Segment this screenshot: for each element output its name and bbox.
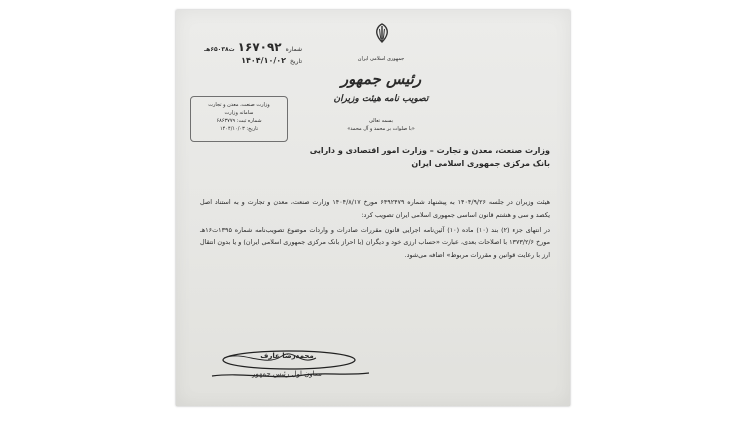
stamp-reg-number: شماره ثبت: ۶۸۶۳۷۷۹ bbox=[216, 118, 262, 124]
header-country: جمهوری اسلامی ایران bbox=[357, 56, 405, 62]
body-paragraph-2: در انتهای جزء (۲) بند (۱۰) ماده (۱۰) آئین‌نامه اجرایی قانون مقررات صادرات و واردات موضوع تصویب‌نامه شماره ۱۳۹۵ت۱۶هـ مورخ ۱۳۷۳/۲/۶ با اصلاحات بعدی، عبارت «حساب ارزی خود و دیگران (با احراز بانک مرکزی جمهوری اسلامی ایران) و یا بدون انتقال ارز با رعایت قوانین و مقررات مربوط» اضافه می‌شود. bbox=[200, 225, 551, 260]
body-paragraph-1: هیئت وزیران در جلسه ۱۴۰۴/۹/۲۶ به پیشنهاد شماره ۶۴۹۲۴۷۹ مورخ ۱۴۰۴/۸/۱۷ وزارت صنعت، معدن و تجارت و به استناد اصل یکصد و سی و هشتم قانون اساسی جمهوری اسلامی ایران تصویب کرد: bbox=[200, 198, 551, 219]
header-office: رئیس جمهور bbox=[340, 70, 422, 88]
salawat: «با صلوات بر محمد و آل محمد» bbox=[347, 126, 415, 132]
letter-number: ۱۶۷۰۹۲ bbox=[237, 40, 282, 54]
letter-date: ۱۴۰۴/۱۰/۰۲ bbox=[241, 56, 287, 65]
iran-emblem-icon bbox=[373, 22, 391, 44]
letter-number-suffix: ت۶۵۰۳۸هـ bbox=[204, 46, 235, 53]
stamp-system: سامانه وزارت bbox=[224, 110, 254, 116]
receipt-stamp bbox=[190, 96, 288, 142]
letter-meta bbox=[192, 40, 302, 72]
number-row bbox=[192, 40, 302, 56]
date-row bbox=[192, 56, 302, 72]
stamp-date: تاریخ: ۱۴۰۴/۱۰/۰۳ bbox=[219, 126, 259, 132]
basmala: بسمه تعالی bbox=[368, 118, 394, 124]
recipients bbox=[230, 144, 550, 170]
number-label: شماره bbox=[285, 46, 302, 53]
date-label: تاریخ bbox=[290, 58, 302, 65]
decree-body bbox=[200, 196, 550, 262]
signer-name: محمدرضا عارف bbox=[260, 352, 314, 360]
signer-title: معاون اول رئیس جمهور bbox=[252, 370, 322, 378]
header-subtitle: تصویب نامه هیئت وزیران bbox=[333, 94, 429, 104]
recipients-line-1: وزارت صنعت، معدن و تجارت – وزارت امور اقتصادی و دارایی bbox=[309, 146, 550, 155]
recipients-line-2: بانک مرکزی جمهوری اسلامی ایران bbox=[411, 159, 550, 168]
stamp-ministry: وزارت صنعت، معدن و تجارت bbox=[208, 102, 270, 108]
decree-document bbox=[176, 10, 570, 406]
